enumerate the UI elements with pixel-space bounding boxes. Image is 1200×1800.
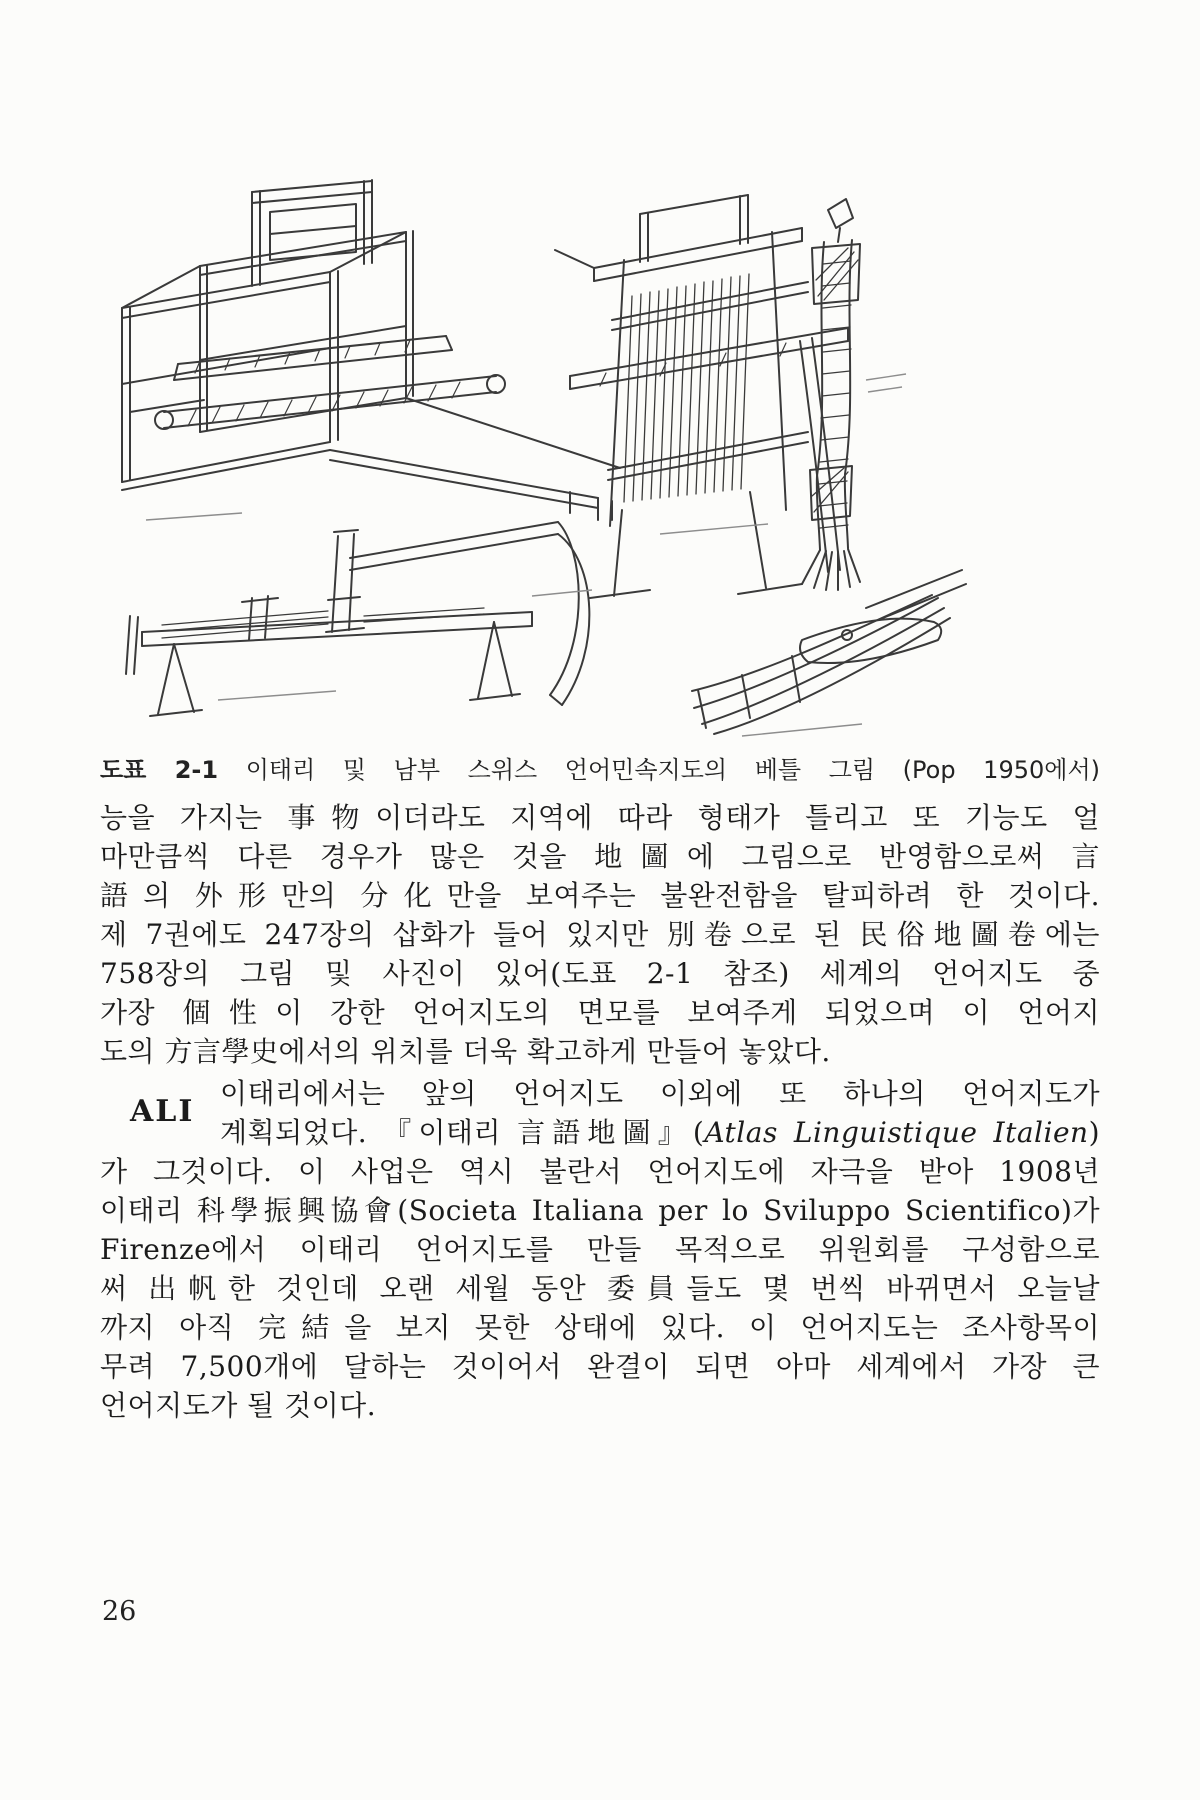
text-line: 가장 個性이 강한 언어지도의 면모를 보여주게 되었으며 이 언어지 [100,996,1100,1029]
italic-title-segment: Atlas Linguistique Italien [704,1116,1089,1149]
ground-loom-drawing [126,522,589,716]
text-line: 까지 아직 完結을 보지 못한 상태에 있다. 이 언어지도는 조사항목이 [100,1311,1100,1344]
text-segment: ) [1088,1116,1100,1149]
text-line: 능을 가지는 事物이더라도 지역에 따라 형태가 틀리고 또 기능도 얼 [100,801,1100,834]
text-line: 도의 方言學史에서의 위치를 더욱 확고하게 만들어 놓았다. [100,1035,831,1068]
text-line: 가 그것이다. 이 사업은 역시 불란서 언어지도에 자극을 받아 1908년 [100,1155,1100,1188]
text-line [100,1113,1100,1152]
figure-caption-text: 이태리 및 남부 스위스 언어민속지도의 베틀 그림 (Pop 1950에서) [245,756,1100,784]
text-line: 써 出帆한 것인데 오랜 세월 동안 委員들도 몇 번씩 바뀌면서 오늘날 [100,1272,1100,1305]
figure-caption [100,750,1100,785]
loom-illustration [100,168,1100,744]
text-line: Firenze에서 이태리 언어지도를 만들 목적으로 위원회를 구성함으로 [100,1233,1100,1266]
text-line: 제 7권에도 247장의 삽화가 들어 있지만 別卷으로 된 民俗地圖卷에는 [100,918,1100,951]
figure-looms [100,168,1100,744]
text-line: 마만큼씩 다른 경우가 많은 것을 地圖에 그림으로 반영함으로써 言 [100,840,1100,873]
paragraph-2 [100,1074,1100,1425]
text-line: 758장의 그림 및 사진이 있어(도표 2-1 참조) 세계의 언어지도 중 [100,957,1100,990]
text-segment: 계획되었다. 『이태리 言語地圖』( [220,1116,705,1149]
side-label-ali: ALI [130,1094,195,1129]
sled-loom-drawing [692,570,966,734]
page-number: 26 [102,1596,137,1627]
frame-loom-drawing [122,180,620,520]
text-line: 이태리 科學振興協會(Societa Italiana per lo Sviluppo Scientifico)가 [100,1194,1100,1227]
illegible-sublabel-marks [146,374,906,736]
figure-caption-label: 도표 2-1 [100,756,219,784]
text-line: 언어지도가 될 것이다. [100,1389,377,1422]
text-line: 語의 外形만의 分化만을 보여주는 불완전함을 탈피하려 한 것이다. [100,879,1100,912]
vertical-loom-drawing [555,195,848,598]
paragraph-1 [100,798,1100,1071]
text-line: 이태리에서는 앞의 언어지도 이외에 또 하나의 언어지도가 [220,1077,1100,1110]
text-line: 무려 7,500개에 달하는 것이어서 완결이 되면 아마 세계에서 가장 큰 [100,1350,1100,1383]
backstrap-band-drawing [802,199,860,590]
